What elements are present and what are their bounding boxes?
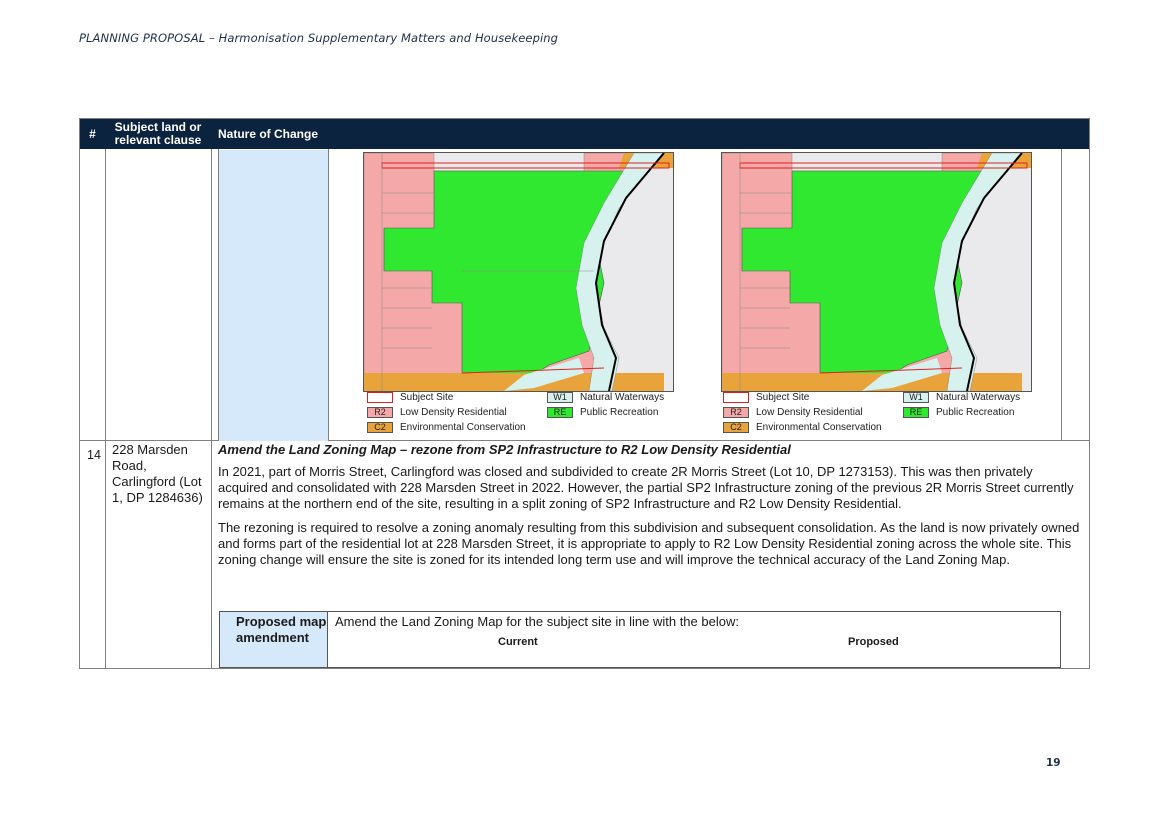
- legend-label: Public Recreation: [580, 407, 659, 418]
- row-number: 14: [87, 448, 101, 462]
- table-header: [80, 119, 1089, 149]
- legend-label: Environmental Conservation: [756, 422, 882, 433]
- subject-land: 228 Marsden Road, Carlingford (Lot 1, DP 1284636): [112, 442, 203, 505]
- legend-label: Public Recreation: [936, 407, 1015, 418]
- legend-code: W1: [903, 392, 929, 403]
- legend-w1: [903, 392, 1020, 403]
- label-column: [219, 150, 328, 441]
- header-num: #: [89, 126, 96, 141]
- header-nature: Nature of Change: [218, 126, 319, 141]
- amendment-label: Proposed map amendment: [220, 612, 328, 667]
- legend-c2: [367, 422, 526, 433]
- col-divider: [105, 149, 106, 668]
- proposed-zoning-map: [721, 152, 1032, 392]
- legend-label: Low Density Residential: [756, 407, 863, 418]
- legend-subject-site: [723, 392, 809, 403]
- amendment-text: Amend the Land Zoning Map for the subject site in line with the below:: [335, 614, 739, 629]
- legend-subject-site: [367, 392, 453, 403]
- change-title: Amend the Land Zoning Map – rezone from SP2 Infrastructure to R2 Low Density Residential: [218, 442, 791, 457]
- change-table: [79, 118, 1090, 669]
- legend-label: Low Density Residential: [400, 407, 507, 418]
- header-subject: Subject land or relevant clause: [114, 120, 202, 147]
- proposed-map-amendment-table: [219, 611, 1061, 668]
- col-divider: [211, 149, 212, 668]
- legend-code: W1: [547, 392, 573, 403]
- change-paragraph: In 2021, part of Morris Street, Carlingford was closed and subdivided to create 2R Morris Street (Lot 10, DP 1273153). This was then privately acquired and consolidated with 228 Marsden Street in 2022. However, the partial SP2 Infrastructure zoning of the previous 2R Morris Street currently remains at the northern end of the site, resulting in a split zoning of SP2 Infrastructure and R2 Low Density Residential.: [218, 464, 1074, 511]
- legend-label: Natural Waterways: [936, 392, 1021, 403]
- legend-code: RE: [547, 407, 573, 418]
- legend-label: Natural Waterways: [580, 392, 665, 403]
- legend-c2: [723, 422, 882, 433]
- legend-code: R2: [723, 407, 749, 418]
- legend-code: R2: [367, 407, 393, 418]
- legend-re: [547, 407, 658, 418]
- col-divider: [1061, 149, 1062, 440]
- col-divider: [328, 149, 329, 440]
- legend-r2: [367, 407, 507, 418]
- page-number: 19: [1046, 757, 1061, 769]
- current-zoning-map: [363, 152, 674, 392]
- change-paragraph: The rezoning is required to resolve a zoning anomaly resulting from this subdivision and subsequent consolidation. As the land is now privately owned and forms part of the residential lot at 228 Marsden Street, it is appropriate to apply to R2 Low Density Residential zoning across the whole site. This zoning change will ensure the site is zoned for its intended long term use and will improve the technical accuracy of the Land Zoning Map.: [218, 520, 1080, 567]
- legend-label: Subject Site: [756, 392, 810, 403]
- nature-of-change: [218, 442, 1080, 576]
- legend-w1: [547, 392, 664, 403]
- current-label: Current: [498, 636, 538, 648]
- legend-code: C2: [723, 422, 749, 433]
- page-header: PLANNING PROPOSAL – Harmonisation Supplementary Matters and Housekeeping: [79, 31, 559, 45]
- proposed-label: Proposed: [848, 636, 899, 648]
- legend-code: C2: [367, 422, 393, 433]
- legend-code: RE: [903, 407, 929, 418]
- legend-label: Subject Site: [400, 392, 454, 403]
- legend-re: [903, 407, 1014, 418]
- legend-label: Environmental Conservation: [400, 422, 526, 433]
- legend-r2: [723, 407, 863, 418]
